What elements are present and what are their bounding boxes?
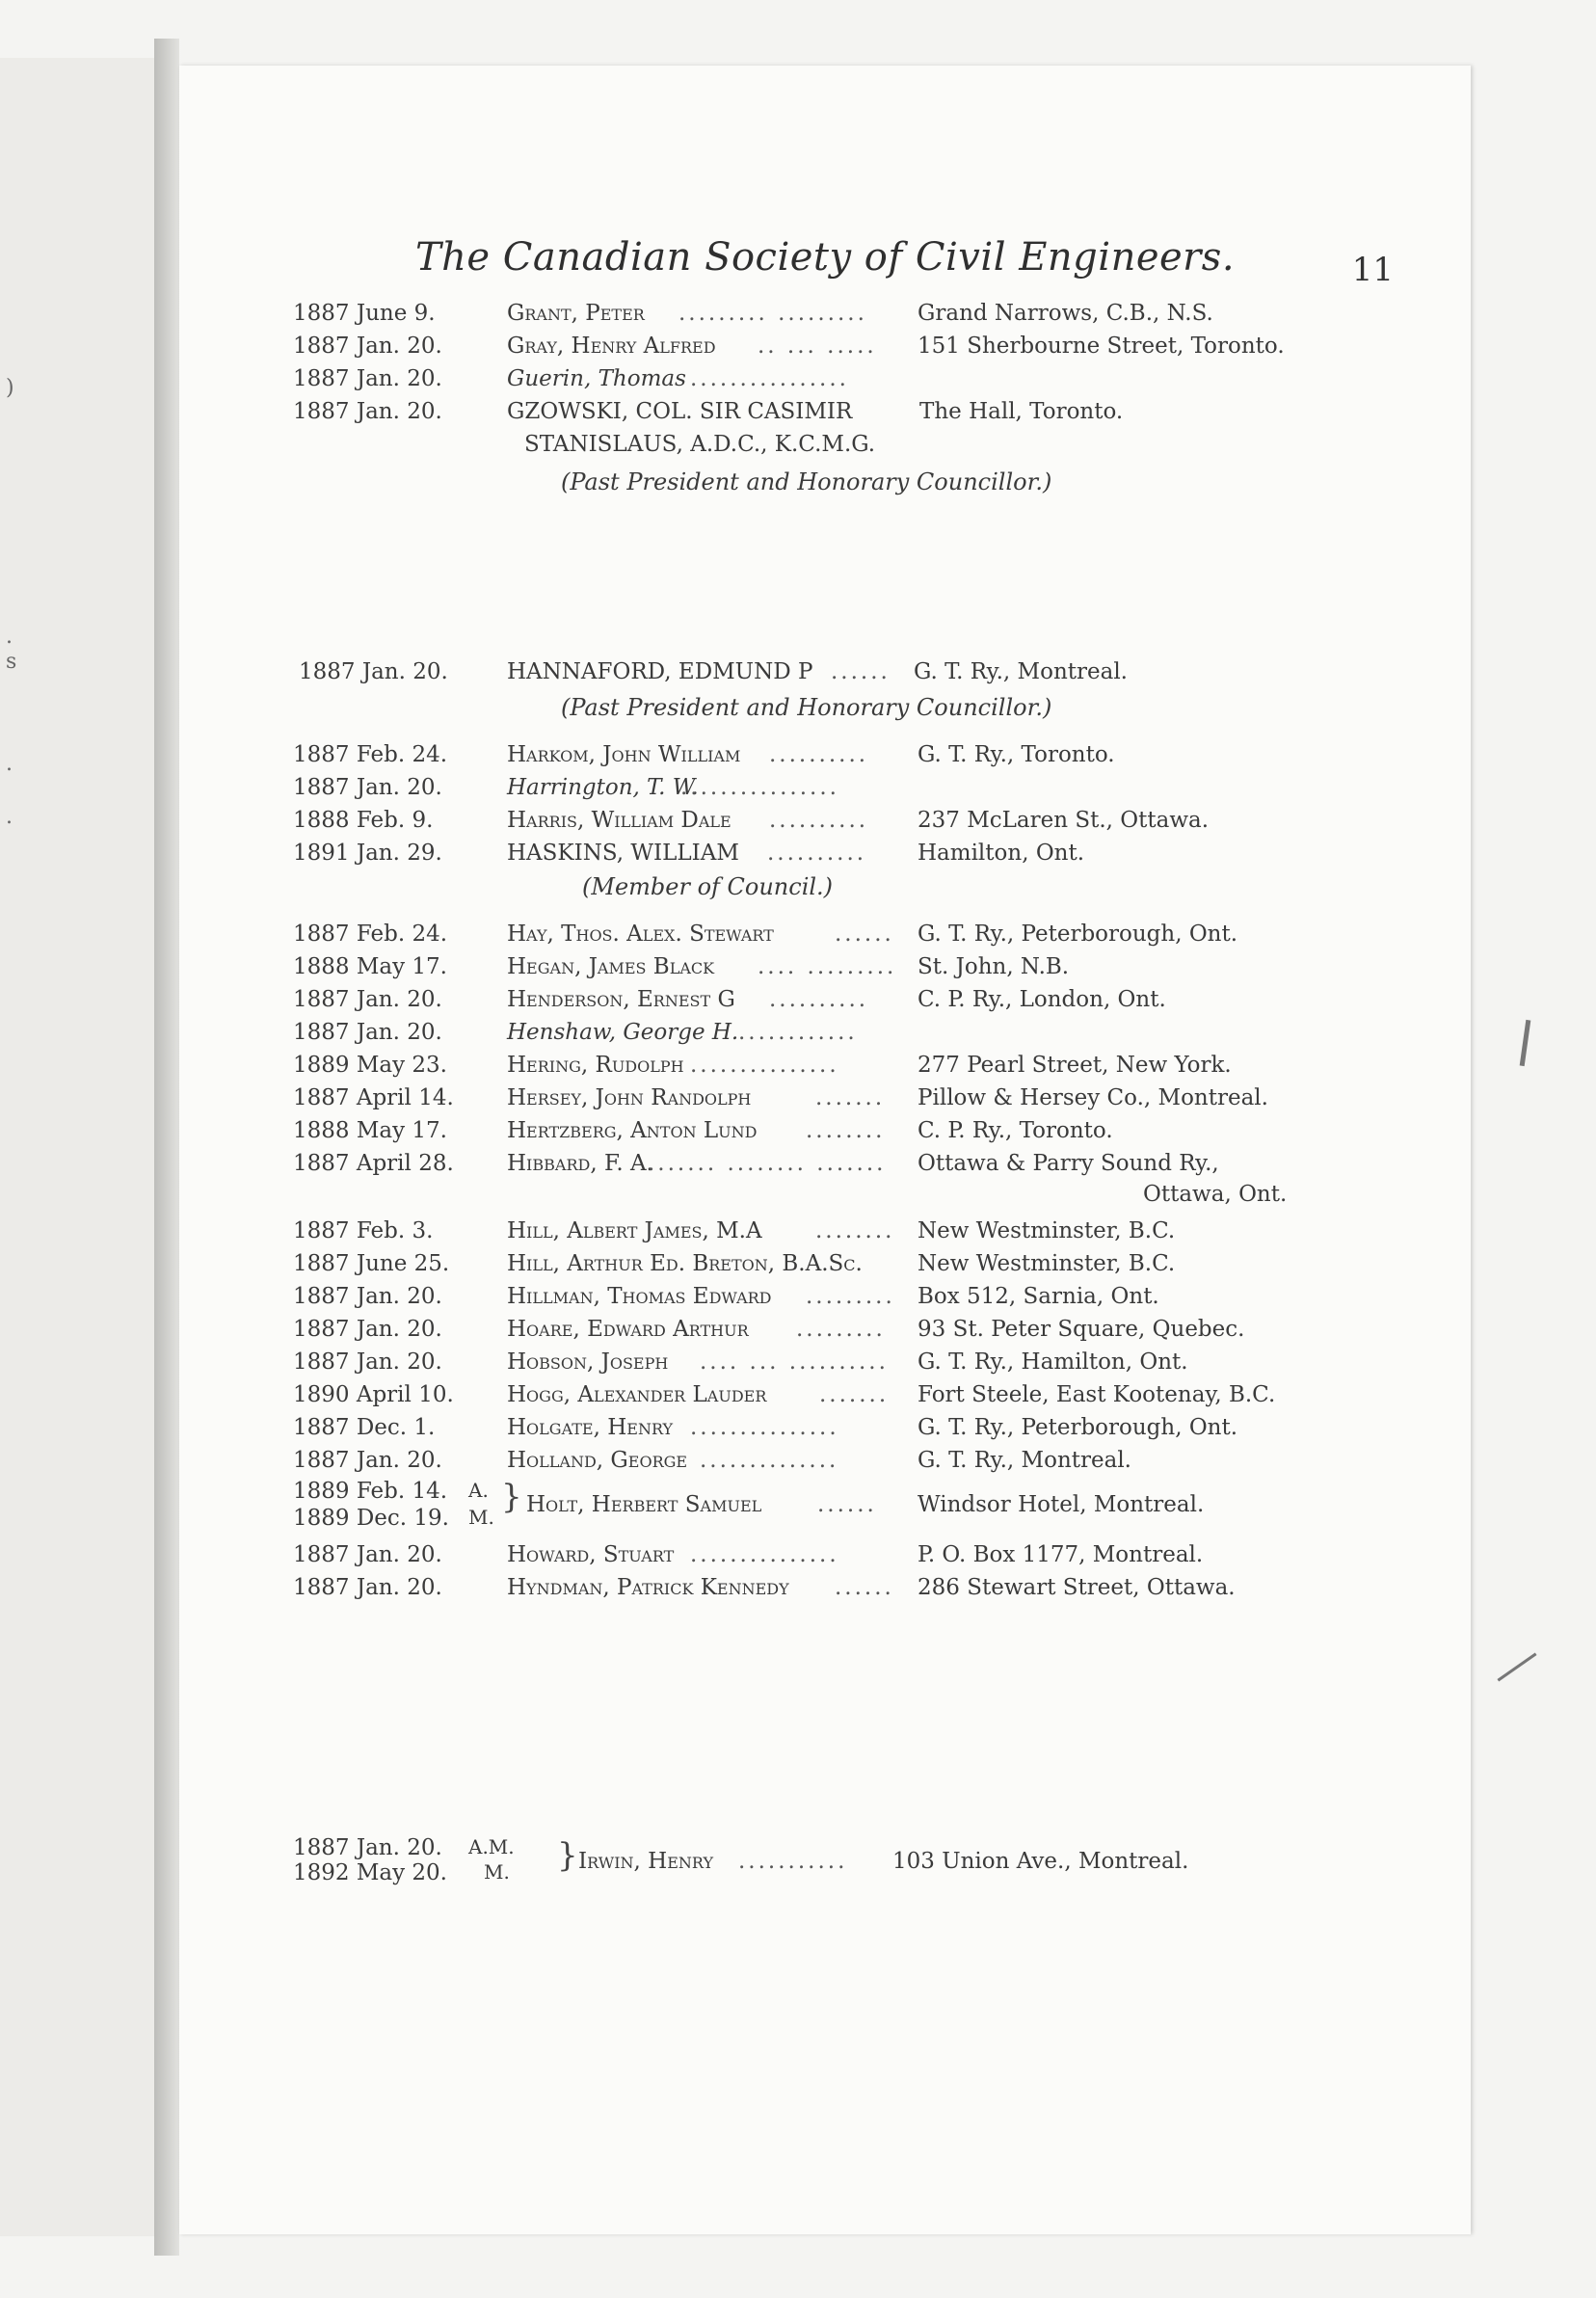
member-address: Ottawa & Parry Sound Ry., [918,1151,1219,1176]
dot-leader: ......... ......... [678,301,867,326]
member-name: HANNAFORD, EDMUND P [507,659,813,684]
election-date: 1887 Jan. 20. [293,987,442,1012]
dot-leader: ......... [796,1317,886,1342]
election-date: 1887 Jan. 20. [293,1835,442,1860]
election-date: 1887 Jan. 20. [293,1542,442,1567]
election-date: 1887 April 28. [293,1151,454,1176]
member-entry [179,1382,1471,1413]
member-address: G. T. Ry., Montreal. [918,1448,1131,1473]
member-name: Hertzberg, Anton Lund [507,1118,758,1143]
facing-page-edge [0,58,156,2236]
member-address: Pillow & Hersey Co., Montreal. [918,1085,1268,1110]
member-entry [179,841,1471,871]
election-date: 1887 Jan. 20. [293,399,442,424]
election-date: 1887 Dec. 1. [293,1415,436,1440]
member-entry [179,334,1471,364]
member-address: 237 McLaren St., Ottawa. [918,808,1210,833]
member-address: Fort Steele, East Kootenay, B.C. [918,1382,1276,1407]
election-date: 1890 April 10. [293,1382,454,1407]
member-grade: A. [468,1479,489,1502]
member-entry [179,1284,1471,1315]
member-name: Grant, Peter [507,301,645,326]
member-entry [179,1085,1471,1116]
member-entry [179,1020,1471,1051]
member-entry [179,659,1471,690]
member-name: Henshaw, George H. [507,1020,739,1045]
election-date: 1887 Jan. 20. [293,1284,442,1309]
election-date: 1887 Feb. 3. [293,1218,434,1243]
member-note: (Member of Council.) [582,873,834,900]
election-date: 1888 May 17. [293,954,447,979]
member-name: Irwin, Henry [578,1849,714,1874]
member-name: Hobson, Joseph [507,1349,669,1375]
dot-leader: ............ [738,1020,858,1045]
member-grade: M. [484,1860,510,1884]
member-name: Harrington, T. W. [507,775,699,800]
brace-glyph: } [501,1478,522,1516]
member-address: G. T. Ry., Toronto. [918,742,1115,767]
member-address: 103 Union Ave., Montreal. [892,1849,1189,1874]
member-address: Hamilton, Ont. [918,841,1085,866]
member-entry [179,987,1471,1018]
election-date: 1887 Jan. 20. [299,659,448,684]
member-name: HASKINS, WILLIAM [507,841,739,866]
member-entry [179,1053,1471,1083]
dot-leader: ............... [690,1415,839,1440]
election-date: 1892 May 20. [293,1860,447,1885]
member-name: Holt, Herbert Samuel [526,1492,762,1517]
dot-leader: .......... [769,987,869,1012]
member-entry [179,1118,1471,1149]
member-name: Hogg, Alexander Lauder [507,1382,767,1407]
member-note: (Past President and Honorary Councillor.) [561,694,1052,721]
dot-leader: .......... [767,841,867,866]
election-date: 1887 Jan. 20. [293,1575,442,1600]
running-head: The Canadian Society of Civil Engineers. [414,235,1236,280]
member-address: 93 St. Peter Square, Quebec. [918,1317,1245,1342]
member-name: Hoare, Edward Arthur [507,1317,749,1342]
election-date: 1887 June 9. [293,301,436,326]
member-grade: M. [468,1506,494,1529]
election-date: 1887 Jan. 20. [293,1317,442,1342]
member-name: Hill, Albert James, M.A [507,1218,762,1243]
election-date: 1887 Feb. 24. [293,742,448,767]
member-entry [179,742,1471,773]
election-date: 1888 Feb. 9. [293,808,434,833]
member-name: Hillman, Thomas Edward [507,1284,772,1309]
election-date: 1887 Jan. 20. [293,366,442,391]
member-address: C. P. Ry., Toronto. [918,1118,1113,1143]
dot-leader: .. ... ..... [758,334,877,359]
document-page [179,66,1471,2234]
election-date: 1889 May 23. [293,1053,447,1078]
member-name: Hibbard, F. A. [507,1151,653,1176]
page-number: 11 [1351,251,1394,289]
member-address: 277 Pearl Street, New York. [918,1053,1232,1078]
election-date: 1889 Dec. 19. [293,1506,449,1531]
member-address: New Westminster, B.C. [918,1218,1176,1243]
page-mark [1497,1653,1536,1682]
member-name: Holgate, Henry [507,1415,674,1440]
member-address: 151 Sherbourne Street, Toronto. [918,334,1285,359]
dot-leader: ........ [815,1218,895,1243]
dot-leader: ....... [819,1382,890,1407]
election-date: 1887 April 14. [293,1085,454,1110]
margin-fragment: . [6,625,13,649]
dot-leader: ...... [831,659,891,684]
member-entry [179,775,1471,806]
dot-leader: ........ [806,1118,886,1143]
member-name: Harkom, John William [507,742,741,767]
member-address: G. T. Ry., Peterborough, Ont. [918,1415,1238,1440]
dot-leader: ........... [738,1849,848,1874]
member-entry [179,1542,1471,1573]
member-entry [179,1575,1471,1606]
member-entry [179,808,1471,839]
member-entry [179,301,1471,332]
dot-leader: .... ... .......... [700,1349,889,1375]
member-entry [179,1492,1471,1523]
member-grade: A.M. [468,1835,515,1858]
election-date: 1887 Jan. 20. [293,775,442,800]
dot-leader: ....... [815,1085,886,1110]
election-date: 1887 Jan. 20. [293,1448,442,1473]
member-address: 286 Stewart Street, Ottawa. [918,1575,1236,1600]
member-entry [179,1151,1471,1182]
member-entry [179,399,1471,430]
dot-leader: ....... ........ ....... [648,1151,887,1176]
margin-fragment: s [6,650,17,674]
member-address: St. John, N.B. [918,954,1070,979]
election-date: 1887 Jan. 20. [293,334,442,359]
member-name: Hill, Arthur Ed. Breton, B.A.Sc. [507,1251,863,1276]
book-gutter [154,39,179,2256]
member-note: (Past President and Honorary Councillor.) [561,468,1052,495]
page-mark [1520,1020,1531,1066]
margin-fragment: . [6,805,13,829]
margin-fragment: ) [6,376,14,400]
member-address: C. P. Ry., London, Ont. [918,987,1166,1012]
member-entry [179,1849,1471,1880]
member-address: Windsor Hotel, Montreal. [918,1492,1205,1517]
member-entry [179,1349,1471,1380]
dot-leader: ............... [690,1542,839,1567]
member-name: Hering, Rudolph [507,1053,684,1078]
member-entry [179,922,1471,952]
member-name: Hyndman, Patrick Kennedy [507,1575,789,1600]
dot-leader: ...... [835,1575,894,1600]
member-address: New Westminster, B.C. [918,1251,1176,1276]
election-date: 1888 May 17. [293,1118,447,1143]
dot-leader: .... ......... [758,954,897,979]
member-name: Henderson, Ernest G [507,987,735,1012]
dot-leader: .............. [700,1448,839,1473]
member-address: G. T. Ry., Peterborough, Ont. [918,922,1238,947]
member-name: Guerin, Thomas [507,366,686,391]
member-address: G. T. Ry., Hamilton, Ont. [918,1349,1188,1375]
member-name: Hay, Thos. Alex. Stewart [507,922,774,947]
brace-glyph: } [557,1836,578,1875]
member-name: Harris, William Dale [507,808,732,833]
election-date: 1887 Feb. 24. [293,922,448,947]
member-name: Hersey, John Randolph [507,1085,752,1110]
member-name: GZOWSKI, COL. SIR CASIMIR [507,399,853,424]
dot-leader: ...... [817,1492,877,1517]
member-address-continuation: Ottawa, Ont. [1143,1182,1288,1207]
election-date: 1887 Jan. 20. [293,1349,442,1375]
dot-leader: .......... [769,742,869,767]
election-date: 1889 Feb. 14. [293,1479,448,1504]
member-entry [179,1317,1471,1348]
member-entry [179,1218,1471,1249]
dot-leader: ................ [690,366,849,391]
member-name-continuation: STANISLAUS, A.D.C., K.C.M.G. [524,432,876,457]
member-name: Howard, Stuart [507,1542,675,1567]
member-address: P. O. Box 1177, Montreal. [918,1542,1204,1567]
member-address: The Hall, Toronto. [919,399,1124,424]
member-name: Gray, Henry Alfred [507,334,716,359]
election-date: 1891 Jan. 29. [293,841,442,866]
member-entry [179,954,1471,985]
member-entry [179,366,1471,397]
member-name: Holland, George [507,1448,688,1473]
margin-fragment: . [6,752,13,776]
member-address: G. T. Ry., Montreal. [914,659,1128,684]
member-entry [179,1415,1471,1446]
member-entry [179,1448,1471,1479]
dot-leader: ......... [806,1284,895,1309]
member-name: Hegan, James Black [507,954,715,979]
dot-leader: ............... [690,1053,839,1078]
member-address: Grand Narrows, C.B., N.S. [918,301,1213,326]
dot-leader: ...... [835,922,894,947]
dot-leader: .......... [769,808,869,833]
member-address: Box 512, Sarnia, Ont. [918,1284,1159,1309]
member-entry [179,1251,1471,1282]
dot-leader: ................ [680,775,839,800]
election-date: 1887 Jan. 20. [293,1020,442,1045]
election-date: 1887 June 25. [293,1251,450,1276]
